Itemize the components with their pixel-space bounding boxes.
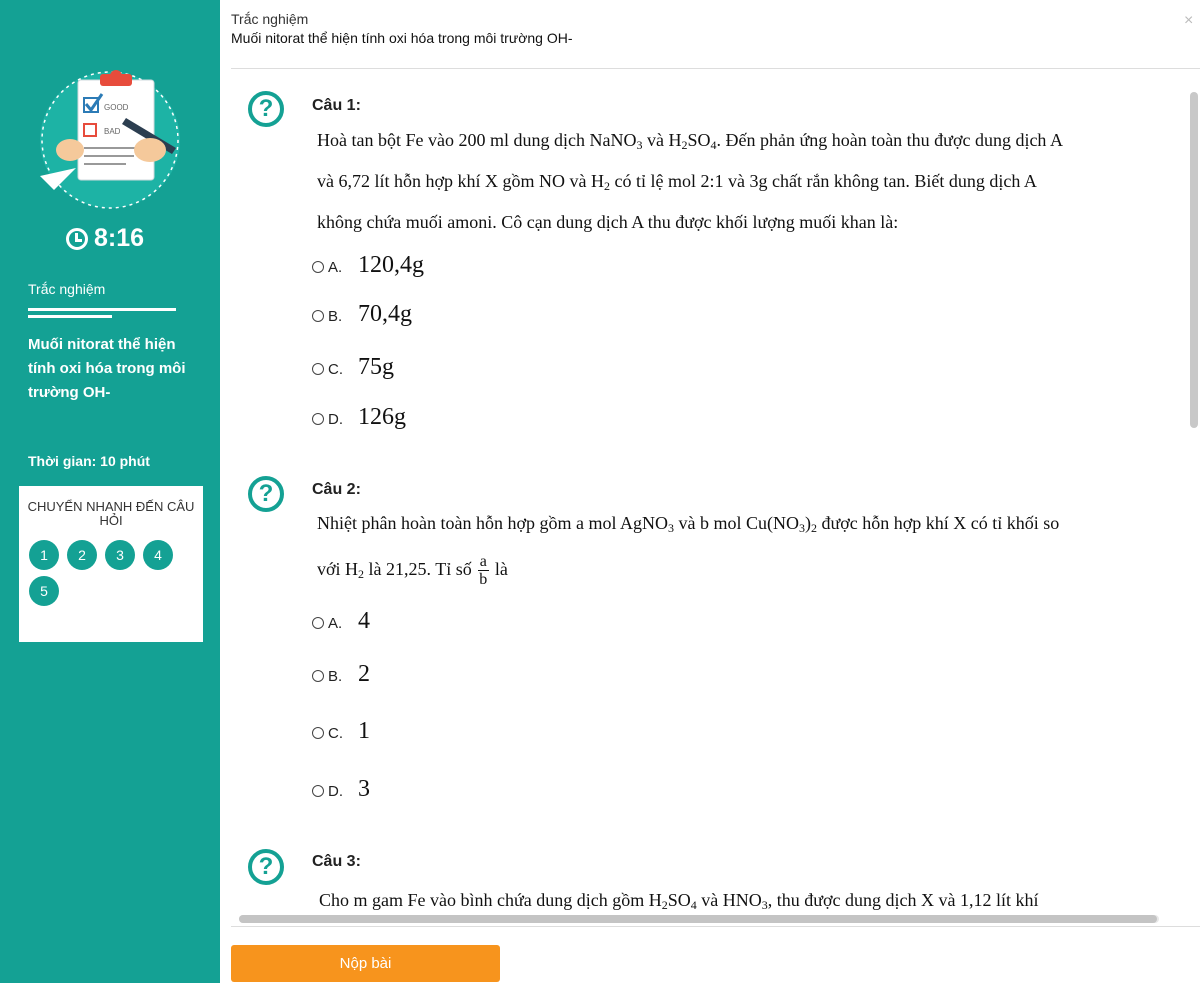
jump-to-question-1[interactable]: 1 [29, 540, 59, 570]
question-icon: ? [248, 849, 284, 885]
jump-to-question-4[interactable]: 4 [143, 540, 173, 570]
answer-option-c[interactable]: C. 75g [312, 354, 394, 381]
question-icon: ? [248, 91, 284, 127]
svg-text:GOOD: GOOD [104, 103, 129, 112]
countdown-timer [66, 224, 144, 253]
quick-jump-title: CHUYỂN NHANH ĐẾN CÂU HỎI [27, 499, 195, 528]
jump-to-question-5[interactable]: 5 [29, 576, 59, 606]
answer-option-b[interactable]: B. 70,4g [312, 301, 412, 328]
answer-option-d[interactable]: D. 3 [312, 776, 370, 803]
sidebar-divider [28, 308, 176, 311]
submit-button[interactable]: Nộp bài [231, 945, 500, 982]
question-label: Câu 1: [312, 97, 361, 114]
quiz-illustration-icon [30, 68, 190, 213]
footer-divider [231, 926, 1200, 927]
question-text: Cho m gam Fe vào bình chứa dung dịch gồm $H_2SO_4$ và $HNO_3$, thu được dung dịch X và 1,12 lít khí [319, 890, 1039, 912]
close-icon[interactable]: × [1184, 12, 1194, 29]
quick-jump-list [29, 540, 199, 606]
question-label: Câu 3: [312, 853, 361, 870]
vertical-scrollbar[interactable] [1190, 92, 1198, 428]
answer-option-a[interactable]: A. 4 [312, 608, 370, 635]
question-text: Hoà tan bột Fe vào 200 ml dung dịch NaNO$_3$ và $H_2SO_4$. Đến phản ứng hoàn toàn thu được dung dịch A và 6,72 lít hỗn hợp khí X gồm NO và $H_2$ có tỉ lệ mol 2:1 và 3g chất rắn không tan. Biết dung dịch A không chứa muối amoni. Cô cạn dung dịch A thu được khối lượng muối khan là: [317, 130, 1063, 232]
sidebar-quiz-title: Muối nitorat thể hiện tính oxi hóa trong môi trường OH- [28, 336, 186, 401]
horizontal-scrollbar[interactable] [239, 915, 1159, 923]
jump-to-question-2[interactable]: 2 [67, 540, 97, 570]
fraction-a-over-b: $\frac{a}{b}$ [479, 553, 488, 589]
sidebar [0, 0, 220, 983]
answer-option-d[interactable]: D. 126g [312, 404, 406, 431]
sidebar-category: Trắc nghiệm [28, 281, 106, 297]
radio-icon[interactable] [312, 413, 324, 425]
radio-icon[interactable] [312, 727, 324, 739]
quick-jump-panel [19, 486, 203, 642]
radio-icon[interactable] [312, 670, 324, 682]
radio-icon[interactable] [312, 617, 324, 629]
svg-text:BAD: BAD [104, 127, 121, 136]
question-list[interactable] [231, 70, 1200, 918]
radio-icon[interactable] [312, 310, 324, 322]
sidebar-divider-short [28, 315, 112, 318]
radio-icon[interactable] [312, 261, 324, 273]
answer-option-b[interactable]: B. 2 [312, 661, 370, 688]
horizontal-scrollbar-thumb[interactable] [239, 915, 1157, 923]
page-title: Muối nitorat thể hiện tính oxi hóa trong môi trường OH- [231, 30, 573, 46]
question-icon: ? [248, 476, 284, 512]
header-category: Trắc nghiệm [231, 11, 309, 27]
radio-icon[interactable] [312, 363, 324, 375]
timer-value: 8:16 [94, 224, 145, 252]
question-label: Câu 2: [312, 481, 361, 498]
question-text: Nhiệt phân hoàn toàn hỗn hợp gồm a mol AgNO$_3$ và b mol $Cu(NO_3)_2$ được hỗn hợp khí X có tỉ khối so với $H_2$ là 21,25. Tỉ số $\frac{a}{b}$ là [317, 513, 1060, 589]
answer-option-c[interactable]: C. 1 [312, 718, 370, 745]
jump-to-question-3[interactable]: 3 [105, 540, 135, 570]
header-divider [231, 68, 1200, 69]
answer-option-a[interactable]: A. 120,4g [312, 252, 424, 279]
clock-icon [66, 228, 88, 250]
radio-icon[interactable] [312, 785, 324, 797]
time-limit: Thời gian: 10 phút [28, 453, 150, 469]
